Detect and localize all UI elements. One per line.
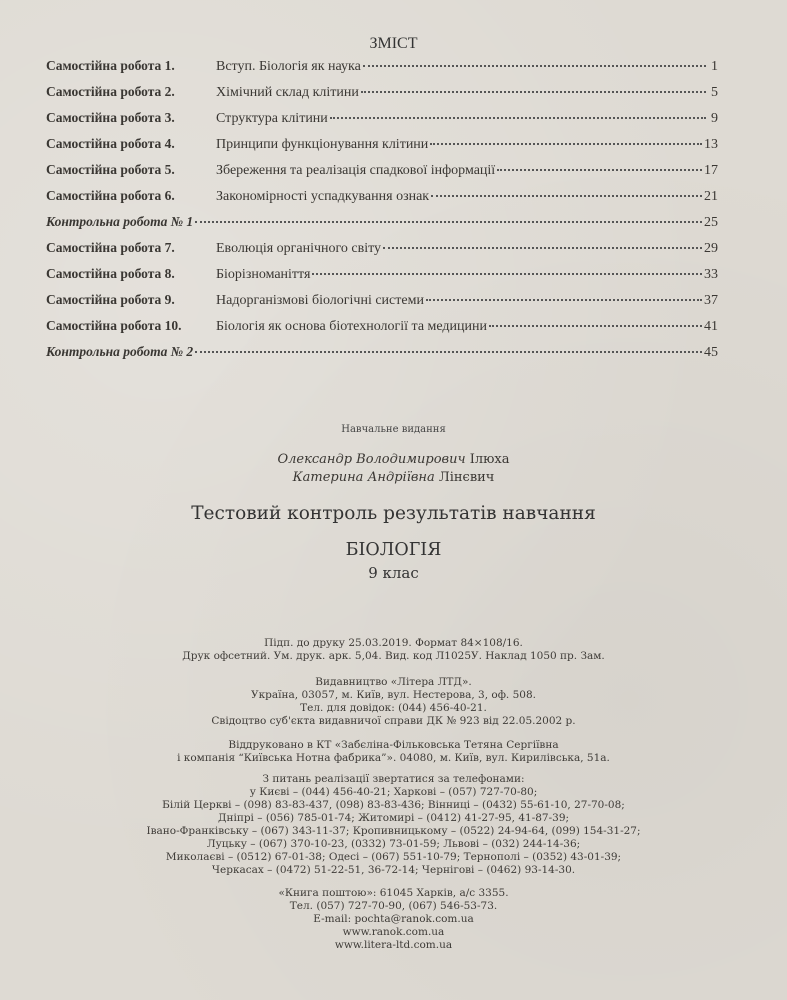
dot-leader [426, 299, 702, 301]
dot-leader [195, 351, 702, 353]
publisher-info [0, 676, 787, 728]
publisher-line: Тел. для довідок: (044) 456-40-21. [300, 702, 487, 714]
toc-entry-label: Самостійна робота 5. [46, 162, 175, 177]
toc-entry-page-number: 41 [704, 319, 718, 334]
publisher-line: Видавництво «Літера ЛТД». [315, 676, 472, 688]
dot-leader [363, 65, 706, 67]
dot-leader [497, 169, 702, 171]
dot-leader [195, 221, 702, 223]
print-info [0, 637, 787, 663]
publisher-line: Свідоцтво суб'єкта видавничої справи ДК № 923 від 22.05.2002 р. [211, 715, 576, 727]
toc-entry[interactable] [46, 318, 718, 344]
dot-leader [431, 195, 702, 197]
edition-type: Навчальне видання [341, 424, 446, 435]
toc-entry-page-number: 37 [704, 293, 718, 308]
print-info-line: Підп. до друку 25.03.2019. Формат 84×108/16. [264, 637, 523, 649]
sales-line: Білій Церкві – (098) 83-83-437, (098) 83-83-436; Вінниці – (0432) 55-61-10, 27-70-08; [162, 799, 625, 811]
toc-entry-page-number: 29 [704, 241, 718, 256]
toc-entry[interactable] [46, 58, 718, 84]
toc-entry-label: Самостійна робота 6. [46, 188, 175, 203]
dot-leader [330, 117, 706, 119]
toc-entry-page-number: 5 [711, 85, 718, 100]
toc-entry[interactable] [46, 266, 718, 292]
dot-leader [489, 325, 702, 327]
subject-title: БІОЛОГІЯ [345, 540, 442, 560]
dot-leader [430, 143, 702, 145]
author-1-given-name: Олександр Володимирович [277, 452, 466, 467]
book-title: Тестовий контроль результатів навчання [191, 503, 596, 524]
toc-entry-title: Хімічний склад клітини [216, 85, 359, 100]
toc-entry-page-number: 45 [704, 345, 718, 360]
toc-entry[interactable] [46, 240, 718, 266]
sales-line: Дніпрі – (056) 785-01-74; Житомирі – (0412) 41-27-95, 41-87-39; [217, 812, 570, 824]
author-1 [0, 452, 787, 467]
dot-leader [312, 273, 702, 275]
toc-entry-title: Принципи функціонування клітини [216, 137, 429, 152]
toc-entry-title: Біорізноманіття [216, 267, 311, 282]
dot-leader [361, 91, 706, 93]
toc-entry[interactable] [46, 344, 718, 370]
author-2-given-name: Катерина Андріївна [292, 470, 435, 485]
toc-entry[interactable] [46, 162, 718, 188]
sales-line: у Києві – (044) 456-40-21; Харкові – (057) 727-70-80; [249, 786, 538, 798]
toc-entry-title: Збереження та реалізація спадкової інформації [216, 163, 496, 178]
toc-entry-page-number: 9 [711, 111, 718, 126]
printer-info [0, 739, 787, 765]
toc-entry-page-number: 21 [704, 189, 718, 204]
toc-entry-label: Самостійна робота 1. [46, 58, 175, 73]
sales-line: Луцьку – (067) 370-10-23, (0332) 73-01-59; Львові – (032) 244-14-36; [206, 838, 581, 850]
toc-entry-page-number: 17 [704, 163, 718, 178]
website-link-ranok[interactable]: www.ranok.com.ua [342, 926, 445, 938]
author-2-family-name: Лінєвич [438, 470, 495, 485]
toc-entry-title: Закономірності успадкування ознак [216, 189, 430, 204]
toc-entry-label: Самостійна робота 10. [46, 318, 182, 333]
toc-entry-page-number: 33 [704, 267, 718, 282]
grade-label: 9 клас [368, 564, 419, 582]
publisher-line: Україна, 03057, м. Київ, вул. Нестерова, 3, оф. 508. [251, 689, 536, 701]
toc-entry-label: Самостійна робота 8. [46, 266, 175, 281]
sales-line: Миколаєві – (0512) 67-01-38; Одесі – (067) 551-10-79; Тернополі – (0352) 43-01-39; [165, 851, 622, 863]
dot-leader [383, 247, 702, 249]
toc-entry-title: Вступ. Біологія як наука [216, 59, 361, 74]
toc-entry[interactable] [46, 136, 718, 162]
sales-contacts [0, 773, 787, 877]
author-2 [0, 470, 787, 485]
toc-entry-label: Контрольна робота № 2 [46, 344, 194, 359]
toc-entry-label: Самостійна робота 9. [46, 292, 175, 307]
toc-entry[interactable] [46, 292, 718, 318]
toc-entry[interactable] [46, 110, 718, 136]
mail-order-phone: Тел. (057) 727-70-90, (067) 546-53-73. [289, 900, 498, 912]
toc-entry-page-number: 13 [704, 137, 718, 152]
toc-entry-label: Самостійна робота 3. [46, 110, 175, 125]
email-link[interactable]: E-mail: pochta@ranok.com.ua [313, 913, 474, 925]
toc-entry-label: Самостійна робота 2. [46, 84, 175, 99]
sales-line: Івано-Франківську – (067) 343-11-37; Кропивницькому – (0522) 24-94-64, (099) 154-31-27; [146, 825, 641, 837]
website-link-litera[interactable]: www.litera-ltd.com.ua [334, 939, 453, 951]
toc-entry-label: Самостійна робота 7. [46, 240, 175, 255]
toc-entry-label: Самостійна робота 4. [46, 136, 175, 151]
printer-line: Віддруковано в КТ «Забєліна-Фільковська Тетяна Сергіївна [228, 739, 559, 751]
toc-entry[interactable] [46, 84, 718, 110]
toc-entry-title: Структура клітини [216, 111, 328, 126]
toc-entry-title: Надорганізмові біологічні системи [216, 293, 424, 308]
toc-entry[interactable] [46, 188, 718, 214]
toc-entry-title: Еволюція органічного світу [216, 241, 382, 256]
mail-order-line: «Книга поштою»: 61045 Харків, а/с 3355. [278, 887, 509, 899]
sales-line: З питань реалізації звертатися за телефонами: [262, 773, 525, 785]
table-of-contents [46, 58, 718, 370]
toc-entry-label: Контрольна робота № 1 [46, 214, 194, 229]
sales-line: Черкасах – (0472) 51-22-51, 36-72-14; Чернігові – (0462) 93-14-30. [211, 864, 576, 876]
author-1-family-name: Ілюха [469, 452, 510, 467]
toc-entry[interactable] [46, 214, 718, 240]
toc-entry-title: Біологія як основа біотехнології та медицини [216, 319, 488, 334]
printer-line: і компанія “Київська Нотна фабрика”». 04080, м. Київ, вул. Кирилівська, 51а. [177, 752, 610, 764]
mail-order-info [0, 887, 787, 952]
toc-entry-page-number: 1 [711, 59, 718, 74]
toc-entry-page-number: 25 [704, 215, 718, 230]
toc-heading: ЗМІСТ [369, 35, 418, 52]
print-info-line: Друк офсетний. Ум. друк. арк. 5,04. Вид. код Л1025У. Наклад 1050 пр. Зам. [182, 650, 605, 662]
